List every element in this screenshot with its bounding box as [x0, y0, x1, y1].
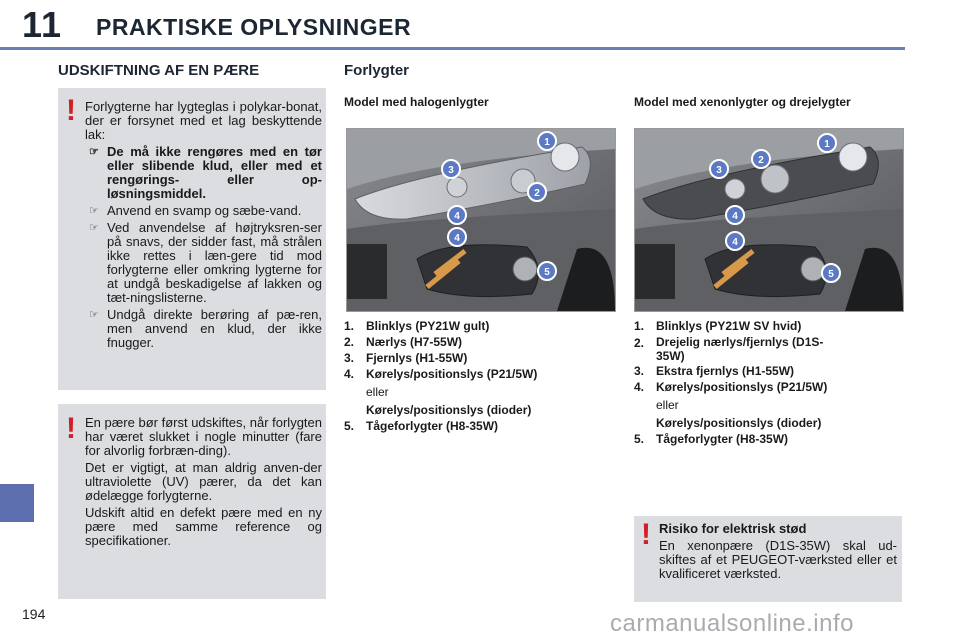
halogen-headlamp-illustration	[347, 129, 615, 311]
warning-exclamation-icon: !	[66, 412, 76, 445]
note-safety-paragraph: Udskift altid en defekt pære med en ny pære med samme reference og specifikationer.	[85, 505, 322, 548]
xenon-bulb-list	[634, 318, 904, 447]
list-item: 4. Kørelys/positionslys (P21/5W)	[344, 367, 538, 381]
section-title-headlamps: Forlygter	[344, 62, 410, 79]
callout-label: 2	[534, 188, 540, 199]
halogen-heading: Model med halogenlygter	[344, 95, 489, 109]
chapter-tab	[0, 484, 34, 522]
callout-label: 5	[828, 269, 834, 280]
or-text: eller	[656, 398, 679, 412]
list-item: 2. Drejelig nærlys/fjernlys (D1S-35W)	[634, 335, 824, 363]
callout-label: 4	[454, 233, 460, 244]
xenon-headlamp-illustration	[635, 129, 903, 311]
electric-shock-body: En xenonpære (D1S-35W) skal ud-skiftes af et PEUGEOT-værksted eller et kvalificeret værksted.	[659, 538, 897, 581]
note-box-electric-shock	[634, 516, 902, 602]
note-cleaning-text	[85, 100, 322, 353]
callout-label: 3	[448, 165, 454, 176]
callout-label: 1	[824, 139, 830, 150]
note-box-cleaning	[58, 88, 326, 390]
callout-label: 1	[544, 137, 550, 148]
note-box-safety	[58, 404, 326, 599]
list-item: 1. Blinklys (PY21W SV hvid)	[634, 319, 802, 333]
callout-label: 3	[716, 165, 722, 176]
note-safety-paragraph: En pære bør først udskiftes, når forlygten har været slukket i nogle minutter (fare for alvorlig forbræn-ding).	[85, 415, 322, 458]
note-safety-text	[85, 416, 322, 551]
list-item: 3. Fjernlys (H1-55W)	[344, 351, 468, 365]
list-item: 3. Ekstra fjernlys (H1-55W)	[634, 364, 795, 378]
xenon-headlamp-photo	[634, 128, 904, 312]
page-number: 194	[22, 606, 46, 622]
chapter-number: 11	[22, 4, 63, 45]
alt-item: Kørelys/positionslys (dioder)	[366, 403, 532, 417]
list-item: ☞ Undgå direkte berøring af pæ-ren, men anvend en klud, der ikke fnugger.	[89, 307, 322, 350]
list-item: 2. Nærlys (H7-55W)	[344, 335, 463, 349]
callout-label: 5	[544, 267, 550, 278]
pointing-hand-icon: ☞	[89, 205, 99, 217]
note-safety-paragraph: Det er vigtigt, at man aldrig anven-der ultraviolette (UV) pærer, da det kan ødelægge forlygterne.	[85, 460, 322, 503]
list-item: 4. Kørelys/positionslys (P21/5W)	[634, 380, 828, 394]
halogen-headlamp-photo	[346, 128, 616, 312]
list-item: 5. Tågeforlygter (H8-35W)	[634, 432, 789, 446]
callout-label: 4	[454, 211, 460, 222]
list-item: 5. Tågeforlygter (H8-35W)	[344, 419, 499, 433]
header-divider	[0, 47, 905, 50]
list-item: ☞ Anvend en svamp og sæbe-vand.	[89, 203, 302, 218]
warning-exclamation-icon: !	[66, 94, 76, 127]
list-item: ☞ Ved anvendelse af højtryksren-ser på snavs, der sidder fast, må strålen ikke rettes i læn-gere tid mod forlygterne eller omkring lygterne for at undgå beskadigelse af lakken og tæt-ningslisterne.	[89, 220, 322, 305]
electric-shock-title: Risiko for elektrisk stød	[659, 521, 807, 536]
warning-exclamation-icon: !	[641, 518, 651, 551]
note-cleaning-intro: Forlygterne har lygteglas i polykar-bonat, der er forsynet med et lag beskyttende lak:	[85, 99, 322, 142]
xenon-heading: Model med xenonlygter og drejelygter	[634, 95, 851, 109]
list-item: 1. Blinklys (PY21W gult)	[344, 319, 490, 333]
alt-item: Kørelys/positionslys (dioder)	[656, 416, 822, 430]
or-text: eller	[366, 385, 389, 399]
pointing-hand-icon: ☞	[89, 146, 99, 158]
watermark: carmanualsonline.info	[610, 610, 854, 637]
electric-shock-text	[659, 522, 897, 584]
pointing-hand-icon: ☞	[89, 222, 99, 234]
callout-label: 4	[732, 237, 738, 248]
halogen-bulb-list	[344, 318, 614, 434]
chapter-title: PRAKTISKE OPLYSNINGER	[96, 14, 412, 40]
note-cleaning-list	[85, 145, 322, 350]
list-item: ☞ De må ikke rengøres med en tør eller slibende klud, eller med et rengørings- eller op-løsningsmiddel.	[89, 144, 322, 201]
callout-label: 4	[732, 211, 738, 222]
pointing-hand-icon: ☞	[89, 309, 99, 321]
section-title-bulb-replacement: UDSKIFTNING AF EN PÆRE	[58, 62, 260, 79]
callout-label: 2	[758, 155, 764, 166]
